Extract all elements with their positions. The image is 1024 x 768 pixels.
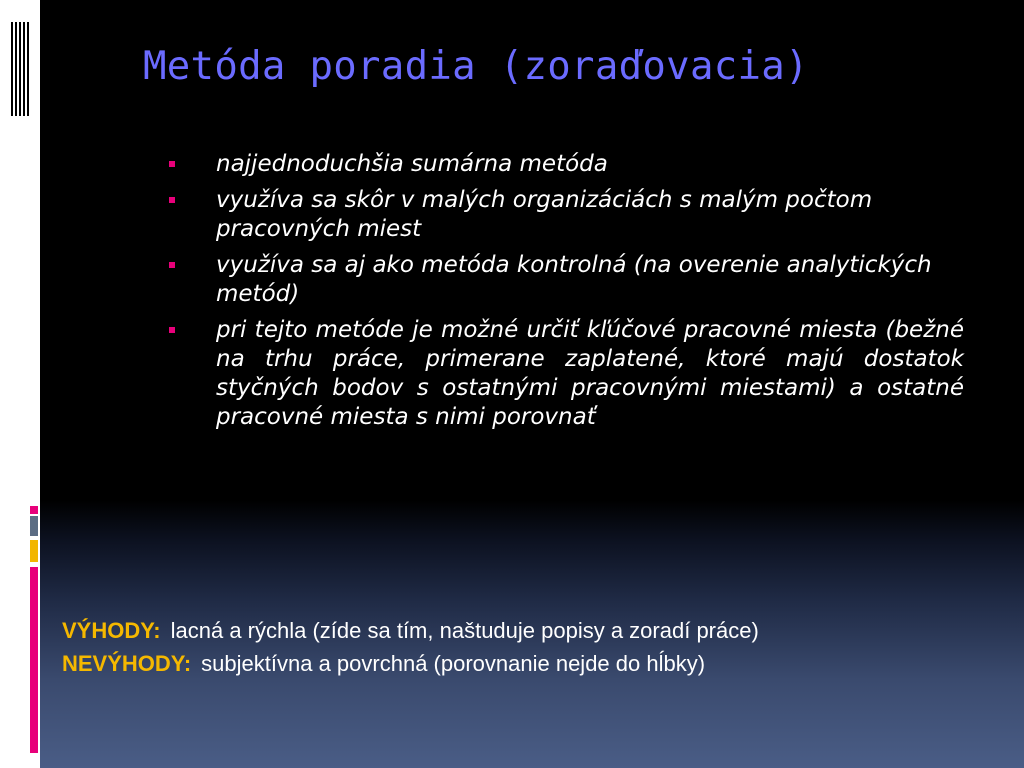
disadvantages-label: NEVÝHODY: (62, 651, 192, 676)
advantages-text: lacná a rýchla (zíde sa tím, naštuduje popisy a zoradí práce) (170, 618, 759, 643)
gray-accent-bar (30, 516, 38, 536)
bullet-text: pri tejto metóde je možné určiť kľúčové pracovné miesta (bežné na trhu práce, primerane zaplatené, ktoré majú dostatok styčných bodov s ostatnými pracovnými miestami) a ostatné pracovné miesta s nimi porovnať (216, 317, 964, 430)
bullet-square-icon (169, 262, 175, 268)
disadvantages-text: subjektívna a povrchná (porovnanie nejde do hĺbky) (201, 651, 706, 676)
disadvantages-row (62, 647, 759, 680)
bullet-square-icon (169, 161, 175, 167)
bullet-square-icon (169, 197, 175, 203)
bullet-text: využíva sa skôr v malých organizáciách s malým počtom pracovných miest (216, 187, 873, 242)
bullet-item (160, 150, 964, 179)
slide-title: Metóda poradia (zoraďovacia) (143, 44, 809, 89)
bullet-square-icon (169, 327, 175, 333)
bullet-item (160, 316, 964, 432)
yellow-accent-bar (30, 540, 38, 562)
pink-accent-square (30, 506, 38, 514)
bullet-list (160, 150, 964, 439)
bullet-text: najjednoduchšia sumárna metóda (216, 151, 608, 177)
pink-accent-bar (30, 567, 38, 753)
bullet-item (160, 251, 964, 309)
vertical-lines-decoration (11, 22, 31, 116)
pros-cons-summary (62, 614, 759, 680)
bullet-item (160, 186, 964, 244)
advantages-label: VÝHODY: (62, 618, 161, 643)
advantages-row (62, 614, 759, 647)
bullet-text: využíva sa aj ako metóda kontrolná (na overenie analytických metód) (216, 252, 932, 307)
